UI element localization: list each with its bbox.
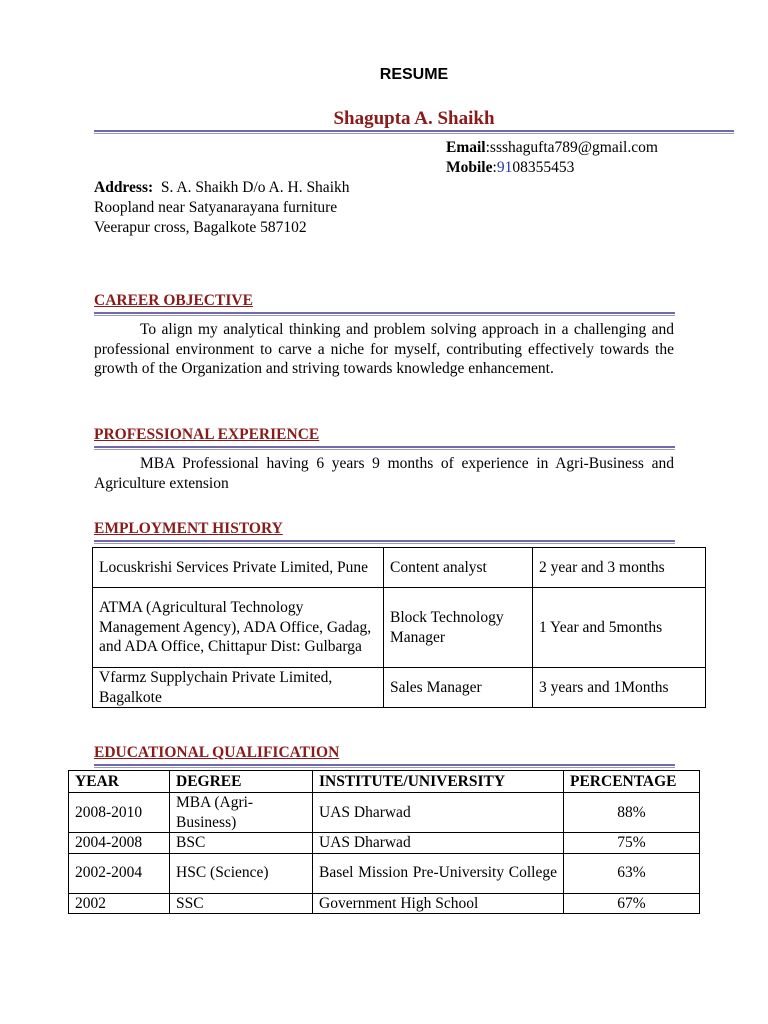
duration-cell: 2 year and 3 months xyxy=(533,548,706,588)
degree-cell: BSC xyxy=(170,833,313,854)
career-objective-title: CAREER OBJECTIVE xyxy=(94,292,253,309)
employer-cell: ATMA (Agricultural Technology Management Agency), ADA Office, Gadag, and ADA Office, Chittapur Dist: Gulbarga xyxy=(93,588,384,668)
mobile-number: 08355453 xyxy=(512,159,575,176)
role-cell: Content analyst xyxy=(384,548,533,588)
professional-experience-text: MBA Professional having 6 years 9 months of experience in Agri-Business and Agriculture extension xyxy=(94,455,674,492)
address-line-3: Veerapur cross, Bagalkote 587102 xyxy=(94,219,307,236)
percentage-cell: 88% xyxy=(564,793,700,833)
year-header: YEAR xyxy=(69,771,170,793)
duration-cell: 3 years and 1Months xyxy=(533,668,706,708)
mobile-label: Mobile xyxy=(446,159,493,176)
document-heading: RESUME xyxy=(379,66,449,83)
year-cell: 2002-2004 xyxy=(69,853,170,893)
address-line-1: S. A. Shaikh D/o A. H. Shaikh xyxy=(160,179,350,196)
education-rule xyxy=(94,764,675,768)
mobile-colon: : xyxy=(492,159,497,176)
email-line xyxy=(446,138,658,158)
percentage-cell: 67% xyxy=(564,893,700,914)
table-row xyxy=(69,793,700,833)
percentage-cell: 63% xyxy=(564,853,700,893)
table-row xyxy=(93,668,706,708)
name-divider xyxy=(94,130,734,134)
degree-header: DEGREE xyxy=(170,771,313,793)
table-row xyxy=(69,853,700,893)
duration-cell: 1 Year and 5months xyxy=(533,588,706,668)
email-value: :ssshagufta789@gmail.com xyxy=(485,139,658,156)
employer-cell: Vfarmz Supplychain Private Limited, Bagalkote xyxy=(93,668,384,708)
employment-table xyxy=(92,547,706,708)
career-objective-text: To align my analytical thinking and problem solving approach in a challenging and professional environment to carve a niche for myself, contributing effectively towards the growth of the Organization and striving towards knowledge enhancement. xyxy=(94,321,674,377)
degree-cell: MBA (Agri-Business) xyxy=(170,793,313,833)
professional-experience-title: PROFESSIONAL EXPERIENCE xyxy=(94,426,320,443)
mobile-line xyxy=(446,158,574,178)
year-cell: 2002 xyxy=(69,893,170,914)
institute-cell: UAS Dharwad xyxy=(313,793,564,833)
address-block xyxy=(94,178,350,238)
percentage-cell: 75% xyxy=(564,833,700,854)
institute-cell: Government High School xyxy=(313,893,564,914)
education-title: EDUCATIONAL QUALIFICATION xyxy=(94,744,340,761)
year-cell: 2008-2010 xyxy=(69,793,170,833)
address-line-2: Roopland near Satyanarayana furniture xyxy=(94,199,338,216)
role-cell: Block Technology Manager xyxy=(384,588,533,668)
employer-cell: Locuskrishi Services Private Limited, Pune xyxy=(93,548,384,588)
education-table xyxy=(68,770,700,914)
institute-cell: UAS Dharwad xyxy=(313,833,564,854)
degree-cell: HSC (Science) xyxy=(170,853,313,893)
mobile-prefix: 91 xyxy=(496,159,513,176)
email-label: Email xyxy=(446,139,486,156)
table-row xyxy=(69,893,700,914)
candidate-name: Shagupta A. Shaikh xyxy=(333,108,495,129)
career-objective-rule xyxy=(94,312,675,316)
role-cell: Sales Manager xyxy=(384,668,533,708)
percentage-header: PERCENTAGE xyxy=(564,771,700,793)
degree-cell: SSC xyxy=(170,893,313,914)
employment-history-title: EMPLOYMENT HISTORY xyxy=(94,520,283,537)
table-header-row xyxy=(69,771,700,793)
institute-cell: Basel Mission Pre-University College xyxy=(313,853,564,893)
employment-history-rule xyxy=(94,540,675,544)
table-row xyxy=(93,548,706,588)
professional-experience-rule xyxy=(94,446,675,450)
table-row xyxy=(69,833,700,854)
table-row xyxy=(93,588,706,668)
institute-header: INSTITUTE/UNIVERSITY xyxy=(313,771,564,793)
address-label: Address: xyxy=(94,179,154,196)
year-cell: 2004-2008 xyxy=(69,833,170,854)
